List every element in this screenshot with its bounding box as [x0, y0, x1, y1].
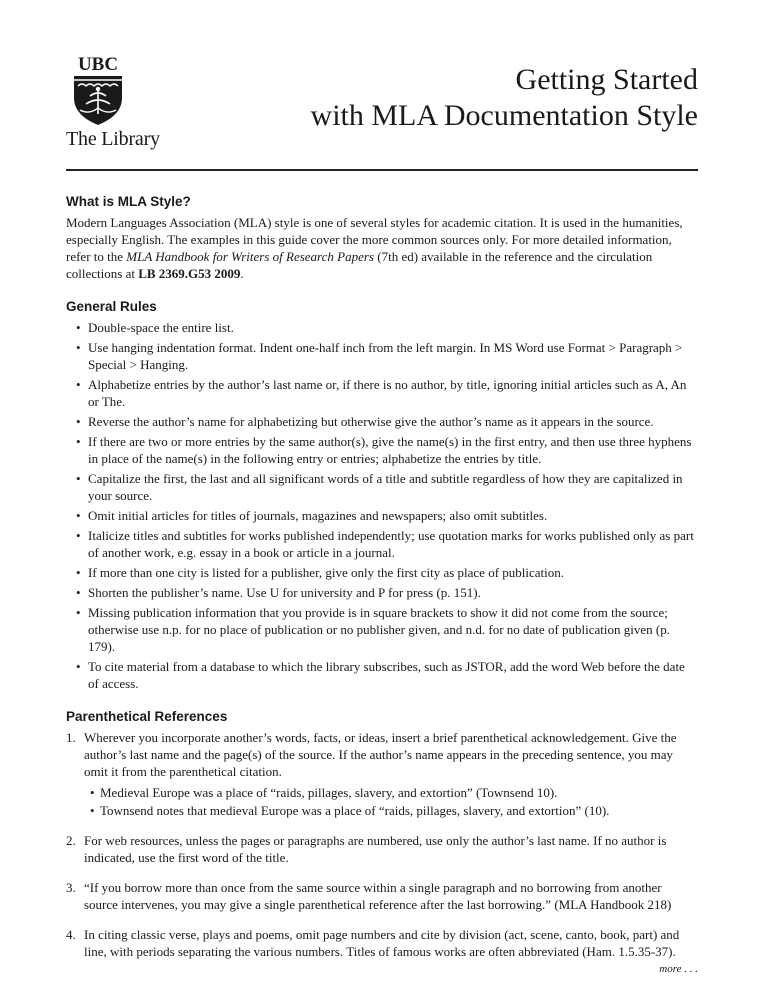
- rule-item: • Alphabetize entries by the author’s last name or, if there is no author, by title, ignoring initial articles such as A, An or The.: [66, 376, 698, 410]
- item-number: 1.: [66, 730, 76, 745]
- rule-item: • If there are two or more entries by the same author(s), give the name(s) in the first entry, and then use three hyphens in place of the name(s) in the following entry or entries; alphabetize the entries by title.: [66, 433, 698, 467]
- general-rules-list: [66, 319, 698, 692]
- rule-item: • Italicize titles and subtitles for works published independently; use quotation marks for works published only as part of another work, e.g. essay in a book or article in a journal.: [66, 527, 698, 561]
- ubc-crest-icon: [66, 52, 130, 126]
- example-list: [84, 784, 698, 819]
- rule-item: • Omit initial articles for titles of journals, magazines and newspapers; also omit subtitles.: [66, 507, 698, 524]
- example-item: • Townsend notes that medieval Europe was a place of “raids, pillages, slavery, and extortion” (10).: [84, 802, 698, 819]
- general-rules-heading: General Rules: [66, 299, 157, 314]
- rule-item: • If more than one city is listed for a publisher, give only the first city as place of publication.: [66, 564, 698, 581]
- example-item: • Medieval Europe was a place of “raids, pillages, slavery, and extortion” (Townsend 10).: [84, 784, 698, 801]
- handbook-title: MLA Handbook for Writers of Research Papers: [126, 249, 374, 264]
- rule-item: • Use hanging indentation format. Indent one-half inch from the left margin. In MS Word use Format > Paragraph > Special > Hanging.: [66, 339, 698, 373]
- logo-caption: The Library: [66, 128, 160, 150]
- parenthetical-item: [66, 926, 698, 960]
- document-body: [66, 193, 698, 973]
- intro-text-after: .: [240, 266, 244, 281]
- item-text: Wherever you incorporate another’s words, facts, or ideas, insert a brief parenthetical acknowledgement. Give the author’s last name and the page(s) of the source. If the author’s name appears in the preceding sentence, you may omit it from the parenthetical citation.: [84, 730, 677, 779]
- logo-monogram: UBC: [77, 54, 119, 75]
- call-number: LB 2369.G53 2009: [138, 266, 241, 281]
- ubc-library-logo: [66, 52, 166, 151]
- item-text: For web resources, unless the pages or paragraphs are numbered, use only the author’s last name. If no author is indicated, use the first word of the title.: [84, 833, 667, 865]
- page-title: [311, 62, 698, 134]
- more-indicator: more . . .: [659, 963, 698, 975]
- parenthetical-list: [66, 729, 698, 960]
- header-divider: [66, 169, 698, 171]
- item-text: In citing classic verse, plays and poems, omit page numbers and cite by division (act, scene, canto, book, part) and line, with periods separating the various numbers. Titles of famous works are often abbreviated (Ham. 1.5.35-37).: [84, 927, 680, 959]
- rule-item: • Double-space the entire list.: [66, 319, 698, 336]
- intro-paragraph: [66, 214, 698, 282]
- intro-heading: What is MLA Style?: [66, 194, 191, 209]
- title-line-2: with MLA Documentation Style: [310, 99, 698, 132]
- rule-item: • Shorten the publisher’s name. Use U for university and P for press (p. 151).: [66, 584, 698, 601]
- parenthetical-item: [66, 729, 698, 819]
- rule-item: • Capitalize the first, the last and all significant words of a title and subtitle regardless of how they are capitalized in your source.: [66, 470, 698, 504]
- rule-item: • To cite material from a database to which the library subscribes, such as JSTOR, add the word Web before the date of access.: [66, 658, 698, 692]
- intro-text-middle: (7th ed) available in the reference and the circulation collections at: [66, 249, 653, 281]
- item-number: 2.: [66, 833, 76, 848]
- parenthetical-item: [66, 832, 698, 866]
- title-line-1: Getting Started: [515, 63, 698, 96]
- rule-item: • Reverse the author’s name for alphabetizing but otherwise give the author’s name as it appears in the source.: [66, 413, 698, 430]
- parenthetical-item: [66, 879, 698, 913]
- item-number: 4.: [66, 927, 76, 942]
- item-text: “If you borrow more than once from the same source within a single paragraph and no borrowing from another source intervenes, you may give a single parenthetical reference after the last borrowing.” (MLA Handbook 218): [84, 880, 672, 912]
- rule-item: • Missing publication information that you provide is in square brackets to show it did not come from the source; otherwise use n.p. for no place of publication or no publisher given, and n.d. for no date of publication given (p. 179).: [66, 604, 698, 655]
- item-number: 3.: [66, 880, 76, 895]
- intro-text-before: Modern Languages Association (MLA) style is one of several styles for academic citation. It is used in the humanities, especially English. The examples in this guide cover the more common sources only. For more detailed information, refer to the: [66, 215, 683, 264]
- parenthetical-heading: Parenthetical References: [66, 709, 228, 724]
